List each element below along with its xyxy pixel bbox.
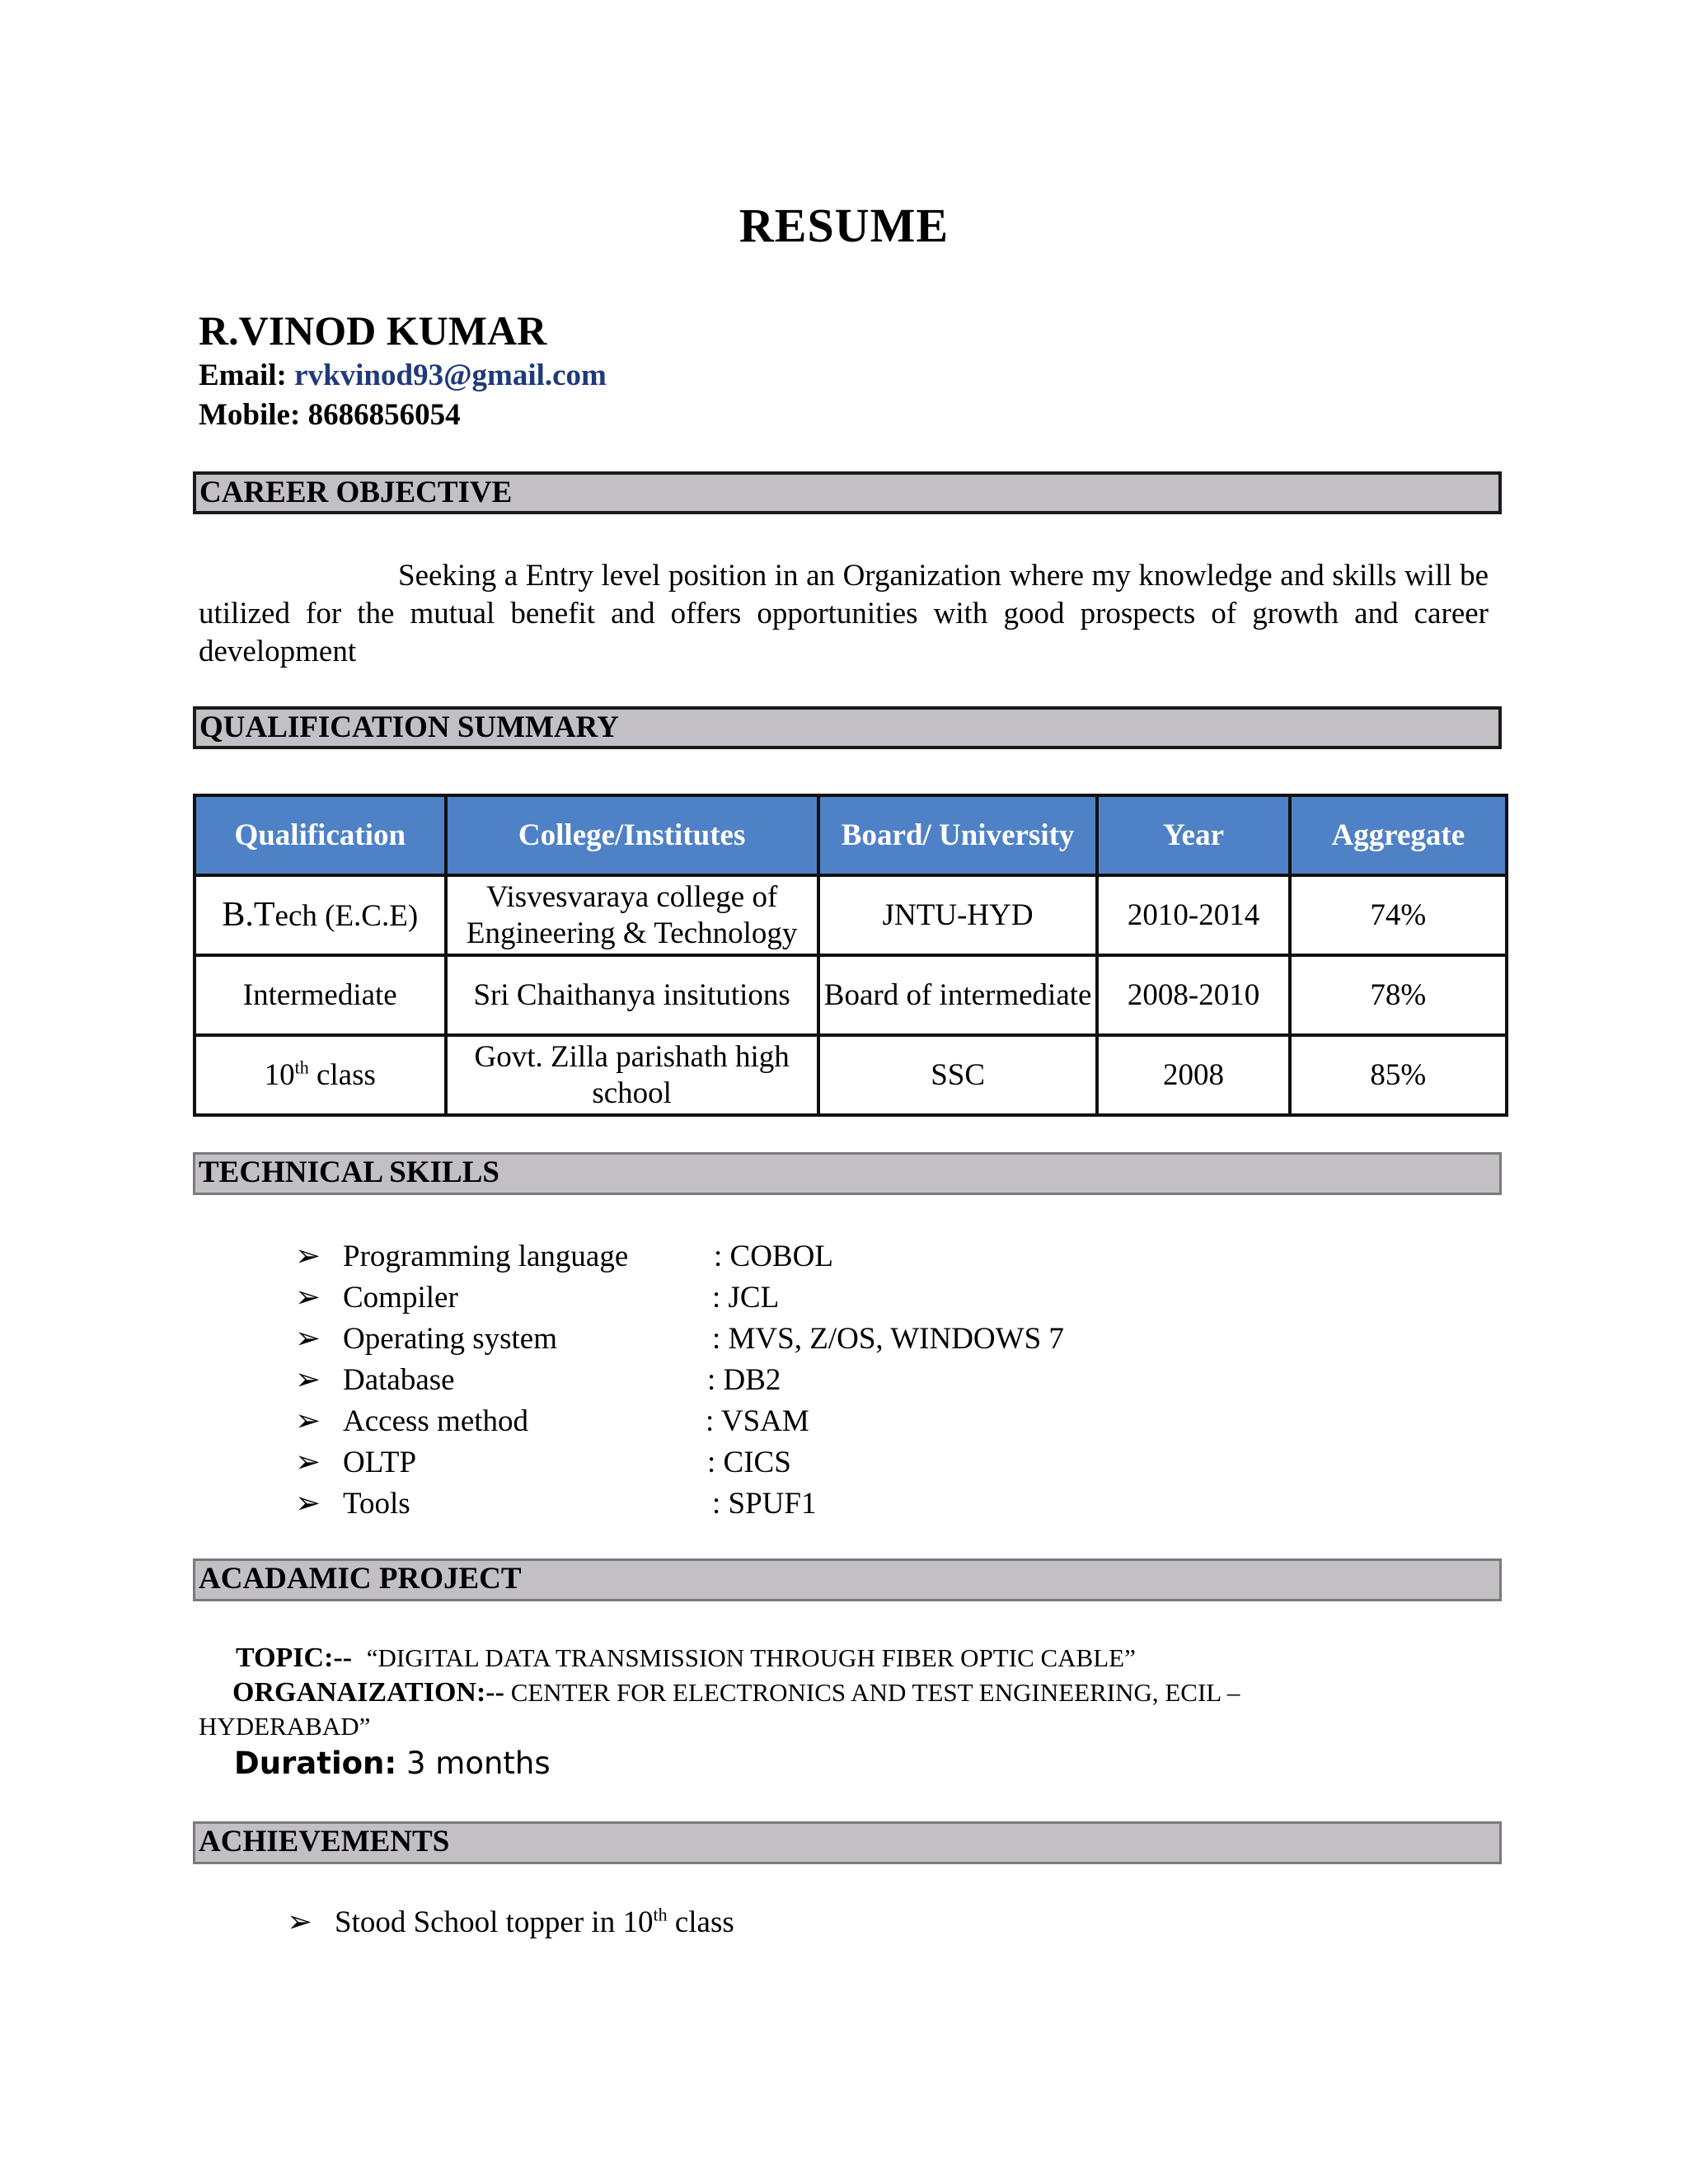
header-aggregate: Aggregate bbox=[1290, 795, 1507, 875]
arrow-bullet-icon: ➢ bbox=[295, 1446, 321, 1479]
section-achievements: ACHIEVEMENTS bbox=[193, 1821, 1502, 1864]
section-qualification-summary: QUALIFICATION SUMMARY bbox=[193, 706, 1502, 749]
project-duration bbox=[234, 1746, 551, 1781]
cell-aggregate: 85% bbox=[1290, 1035, 1507, 1115]
cell-board: SSC bbox=[818, 1035, 1098, 1115]
section-career-objective: CAREER OBJECTIVE bbox=[193, 471, 1502, 514]
project-organization bbox=[232, 1677, 1240, 1708]
arrow-bullet-icon: ➢ bbox=[287, 1905, 313, 1939]
duration-value: 3 months bbox=[406, 1746, 551, 1781]
cell-college: Visvesvaraya college of Engineering & Technology bbox=[446, 875, 818, 955]
cell-college: Govt. Zilla parishath high school bbox=[446, 1035, 818, 1115]
section-technical-skills: TECHNICAL SKILLS bbox=[193, 1152, 1502, 1195]
email-link[interactable]: rvkvinod93@gmail.com bbox=[294, 359, 607, 392]
skill-label: Tools bbox=[343, 1487, 410, 1521]
objective-text: Seeking a Entry level position in an Organization where my knowledge and skills will be utilized for the mutual benefit and offers opportunities with good prospects of growth and career development bbox=[199, 559, 1489, 668]
topic-label: TOPIC:-- bbox=[236, 1643, 353, 1673]
skill-value: : COBOL bbox=[714, 1240, 833, 1273]
skill-label: Access method bbox=[343, 1404, 529, 1438]
header-year: Year bbox=[1097, 795, 1289, 875]
cell-board: JNTU-HYD bbox=[818, 875, 1098, 955]
cell-aggregate: 78% bbox=[1290, 955, 1507, 1035]
skill-label: OLTP bbox=[343, 1446, 417, 1479]
arrow-bullet-icon: ➢ bbox=[295, 1487, 321, 1521]
duration-label: Duration: bbox=[234, 1746, 397, 1781]
skill-label: Compiler bbox=[343, 1281, 458, 1315]
skill-label: Programming language bbox=[343, 1240, 629, 1273]
arrow-bullet-icon: ➢ bbox=[295, 1240, 321, 1273]
skill-value: : DB2 bbox=[707, 1363, 781, 1397]
topic-value: “DIGITAL DATA TRANSMISSION THROUGH FIBER OPTIC CABLE” bbox=[366, 1643, 1136, 1672]
skill-label: Database bbox=[343, 1363, 455, 1397]
cell-qualification: Intermediate bbox=[195, 955, 446, 1035]
mobile-line bbox=[199, 397, 461, 433]
section-academic-project: ACADAMIC PROJECT bbox=[193, 1558, 1502, 1601]
skill-value: : JCL bbox=[712, 1281, 780, 1315]
cell-year: 2010-2014 bbox=[1097, 875, 1289, 955]
candidate-name: R.VINOD KUMAR bbox=[199, 307, 547, 354]
page-title: RESUME bbox=[738, 199, 950, 252]
organization-continued: HYDERABAD” bbox=[199, 1712, 371, 1741]
arrow-bullet-icon: ➢ bbox=[295, 1363, 321, 1397]
skill-value: : VSAM bbox=[706, 1404, 809, 1438]
skill-value: : SPUF1 bbox=[712, 1487, 817, 1521]
table-row bbox=[195, 875, 1507, 955]
cell-qualification: 10th class bbox=[195, 1035, 446, 1115]
objective-paragraph bbox=[199, 557, 1489, 671]
cell-aggregate: 74% bbox=[1290, 875, 1507, 955]
skill-value: : MVS, Z/OS, WINDOWS 7 bbox=[712, 1322, 1064, 1356]
cell-year: 2008-2010 bbox=[1097, 955, 1289, 1035]
mobile-label: Mobile: bbox=[199, 398, 301, 432]
cell-college: Sri Chaithanya insitutions bbox=[446, 955, 818, 1035]
project-topic bbox=[236, 1643, 1136, 1674]
header-college: College/Institutes bbox=[446, 795, 818, 875]
table-row bbox=[195, 1035, 1507, 1115]
email-line bbox=[199, 358, 607, 393]
cell-qualification: B.Tech (E.C.E) bbox=[195, 875, 446, 955]
table-header-row bbox=[195, 795, 1507, 875]
arrow-bullet-icon: ➢ bbox=[295, 1322, 321, 1356]
skill-value: : CICS bbox=[707, 1446, 791, 1479]
qualification-table bbox=[193, 794, 1508, 1117]
achievement-item: ➢ Stood School topper in 10th class bbox=[287, 1904, 734, 1939]
mobile-value: 8686856054 bbox=[307, 398, 461, 432]
email-label: Email: bbox=[199, 359, 287, 392]
skill-label: Operating system bbox=[343, 1322, 557, 1356]
header-board: Board/ University bbox=[818, 795, 1098, 875]
table-row bbox=[195, 955, 1507, 1035]
header-qualification: Qualification bbox=[195, 795, 446, 875]
organization-value: CENTER FOR ELECTRONICS AND TEST ENGINEERING, ECIL – bbox=[510, 1678, 1240, 1707]
arrow-bullet-icon: ➢ bbox=[295, 1281, 321, 1315]
cell-board: Board of intermediate bbox=[818, 955, 1098, 1035]
achievement-text: Stood School topper in 10 bbox=[335, 1905, 654, 1939]
organization-label: ORGANAIZATION:-- bbox=[232, 1677, 504, 1708]
cell-year: 2008 bbox=[1097, 1035, 1289, 1115]
arrow-bullet-icon: ➢ bbox=[295, 1404, 321, 1438]
